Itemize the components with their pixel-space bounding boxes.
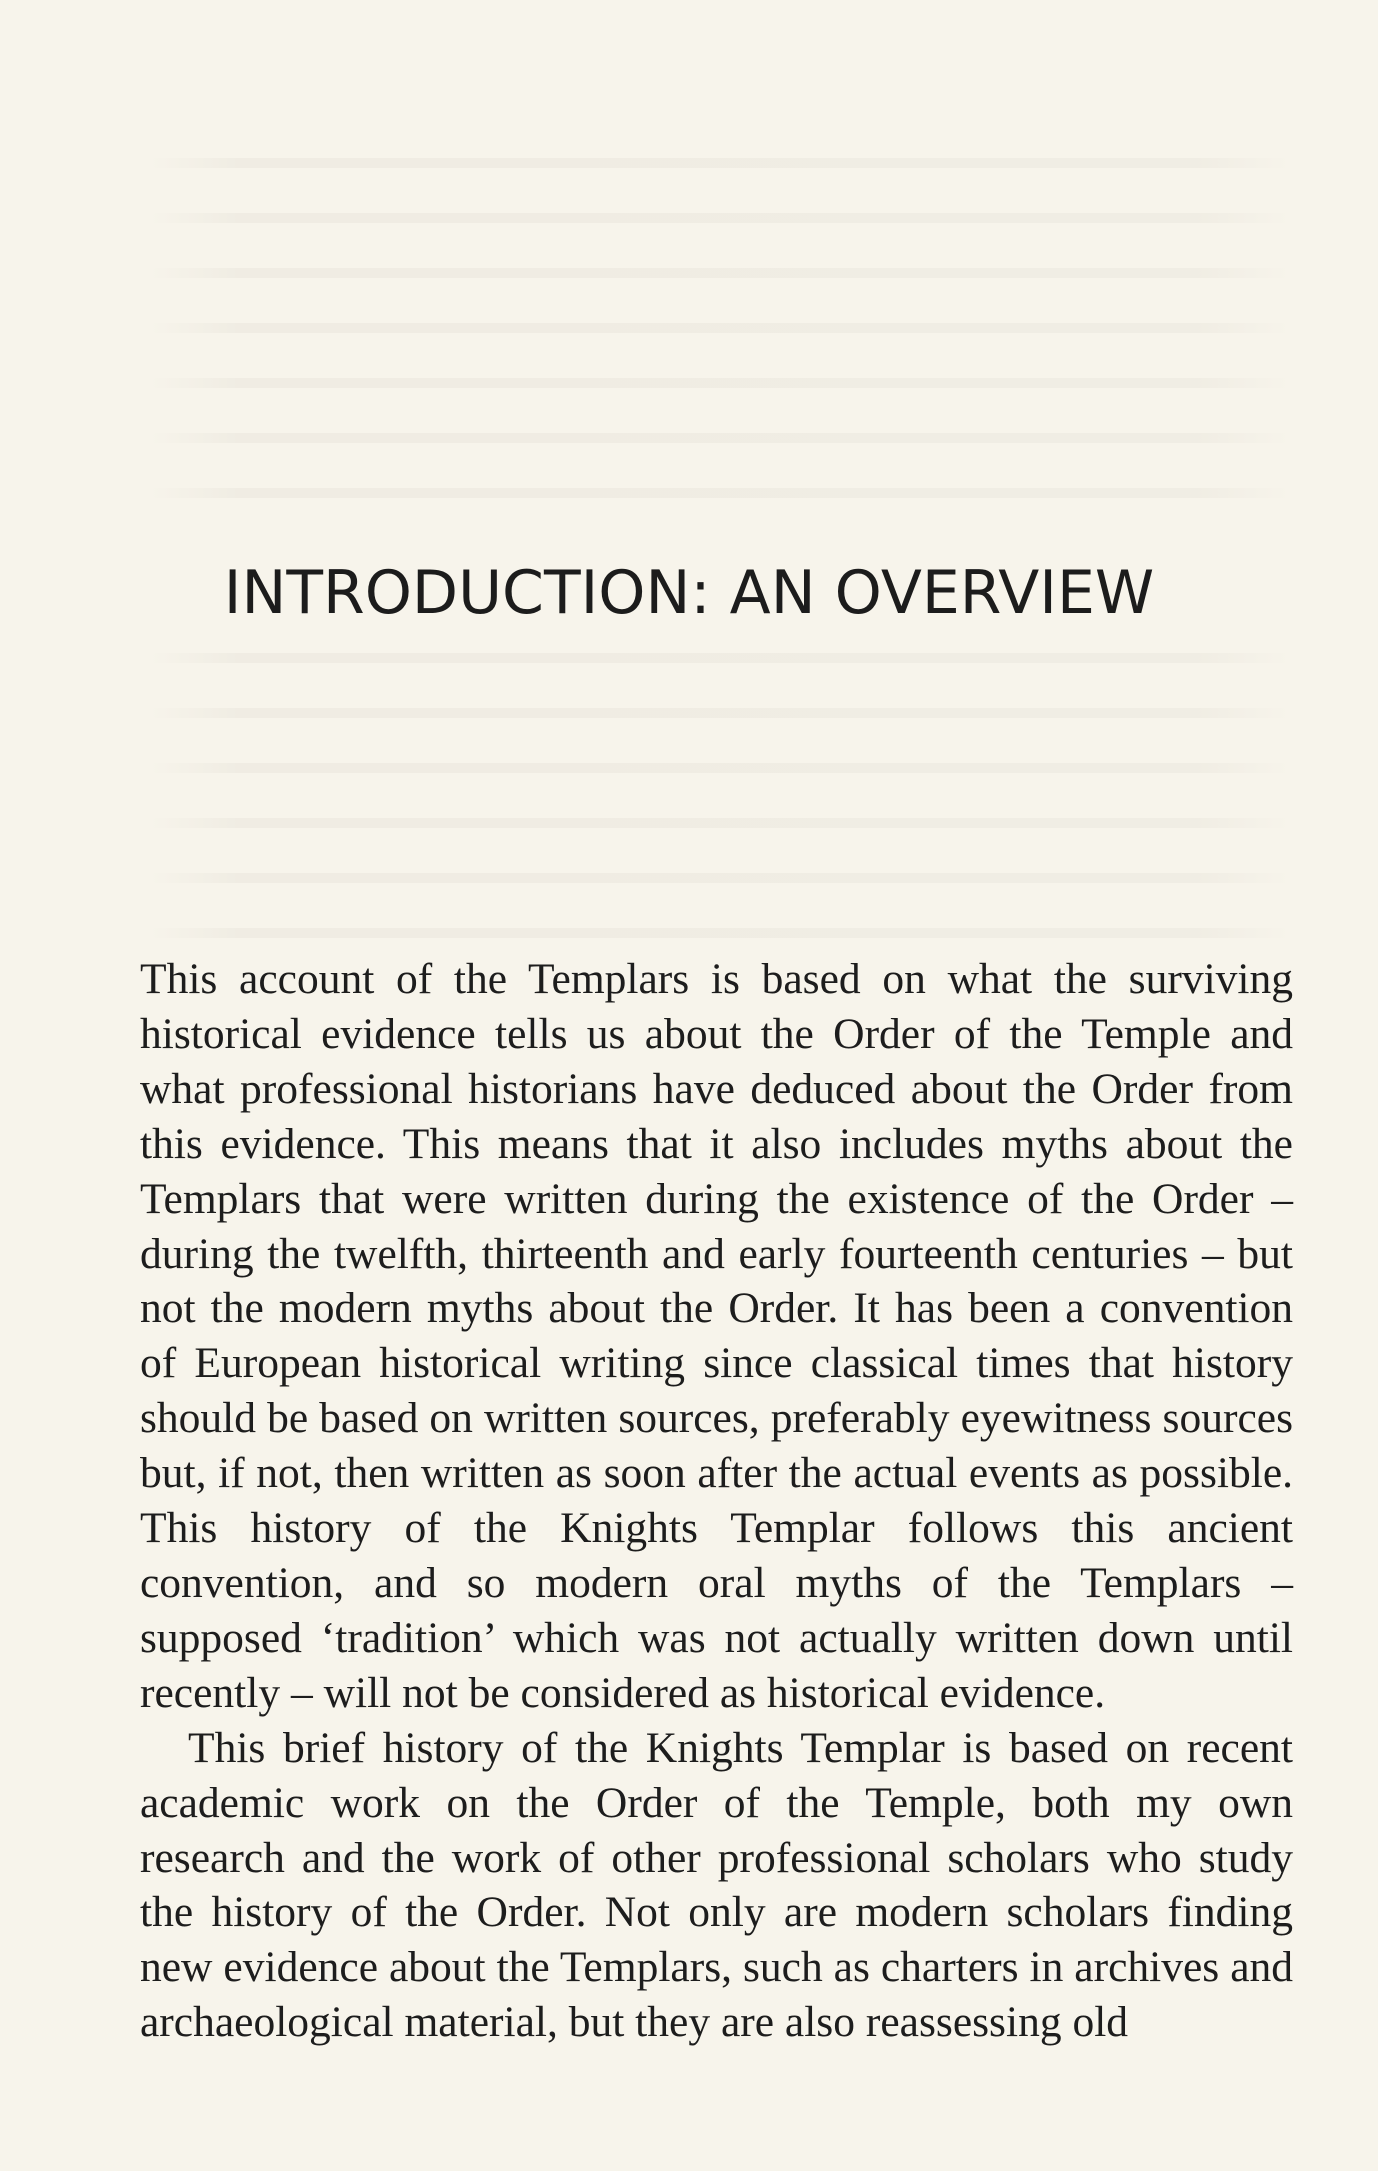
show-through-line <box>150 928 1290 938</box>
show-through-line <box>150 378 1290 388</box>
show-through-line <box>150 818 1290 828</box>
show-through-line <box>150 323 1290 333</box>
show-through-line <box>150 653 1290 663</box>
show-through-line <box>150 433 1290 443</box>
show-through-line <box>150 763 1290 773</box>
paragraph: This brief history of the Knights Templar is based on recent academic work on the Order of the Temple, both my own research and the work of other professional scholars who study the history of the Order. Not only are modern scholars finding new evidence about the Templars, such as charters in archives and archaeological material, but they are also reassessing old <box>140 1723 1293 2047</box>
show-through-line <box>150 708 1290 718</box>
paragraph: This account of the Templars is based on what the surviving historical evidence tells us about the Order of the Temple and what professional historians have deduced about the Order from this evidence. This means that it also includes myths about the Templars that were written during the existence of the Order – during the twelfth, thirteenth and early fourteenth centuries – but not the modern myths about the Order. It has been a convention of European historical writing since classical times that history should be based on written sources, preferably eyewitness sources but, if not, then written as soon after the actual events as possible. This history of the Knights Templar follows this ancient convention, and so modern oral myths of the Templars – supposed ‘tradition’ which was not actually written down until recently – will not be considered as historical evidence. <box>140 955 1293 1717</box>
show-through-line <box>150 268 1290 278</box>
show-through-line <box>150 213 1290 223</box>
body-text <box>140 952 1293 2050</box>
show-through-line <box>150 488 1290 498</box>
chapter-title: INTRODUCTION: AN OVERVIEW <box>223 558 1155 628</box>
show-through-line <box>150 158 1290 168</box>
show-through-line <box>150 873 1290 883</box>
